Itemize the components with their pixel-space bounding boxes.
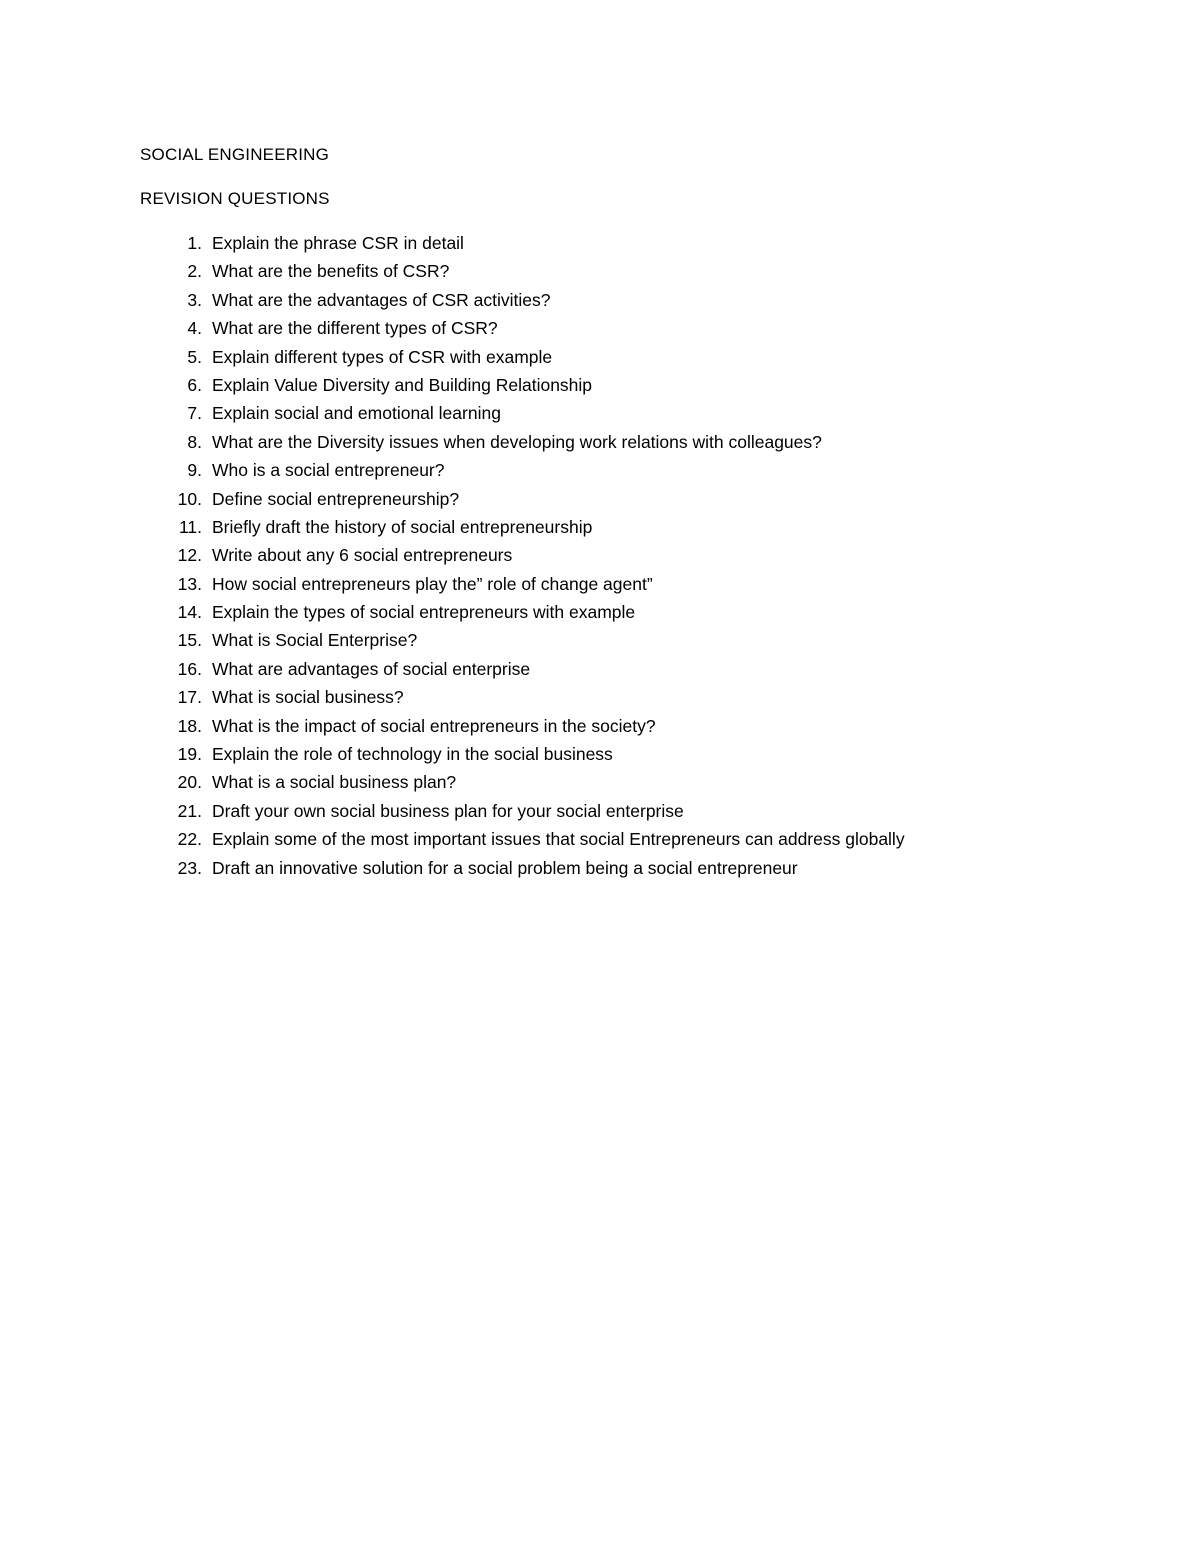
question-text: What are the different types of CSR? [212,318,498,339]
question-number: 10. [177,488,202,509]
question-item [140,685,1140,713]
question-number: 7. [187,403,202,424]
question-item [140,458,1140,486]
question-item [140,515,1140,543]
question-text: What is Social Enterprise? [212,630,418,651]
document-subtitle: REVISION QUESTIONS [140,189,330,208]
question-item [140,572,1140,600]
question-number: 8. [187,431,202,452]
question-text: Explain social and emotional learning [212,403,501,424]
question-number: 1. [187,233,202,253]
question-number: 13. [177,573,202,594]
question-text: What is the impact of social entrepreneurs in the society? [212,715,656,736]
question-number: 4. [187,318,202,339]
question-text: Draft an innovative solution for a social problem being a social entrepreneur [212,857,798,878]
question-text: Explain some of the most important issues that social Entrepreneurs can address globally [212,829,905,850]
question-number: 17. [177,687,202,708]
question-item [140,345,1140,373]
question-number: 3. [187,289,202,310]
question-text: Explain the role of technology in the social business [212,744,613,765]
question-item [140,770,1140,798]
question-text: What are the Diversity issues when developing work relations with colleagues? [212,431,822,452]
question-number: 22. [177,829,202,850]
question-number: 14. [177,602,202,623]
question-number: 21. [177,800,202,821]
question-text: Write about any 6 social entrepreneurs [212,545,513,566]
question-item [140,742,1140,770]
question-item [140,487,1140,515]
question-number: 15. [177,630,202,651]
question-item [140,373,1140,401]
question-text: Explain the phrase CSR in detail [212,233,464,253]
question-item [140,316,1140,344]
question-text: Explain different types of CSR with example [212,346,553,367]
question-text: What are the advantages of CSR activities? [212,289,551,310]
question-text: What is social business? [212,687,404,708]
question-item [140,401,1140,429]
document-title: SOCIAL ENGINEERING [140,145,330,164]
question-text: How social entrepreneurs play the” role of change agent” [212,573,653,594]
question-text: Explain Value Diversity and Building Relationship [212,374,593,395]
question-text: What are the benefits of CSR? [212,261,450,282]
question-item [140,827,1140,855]
question-item [140,856,1140,884]
question-number: 19. [177,744,202,765]
question-item [140,600,1140,628]
question-number: 5. [187,346,202,367]
question-number: 2. [187,261,202,282]
question-text: What are advantages of social enterprise [212,658,531,679]
question-text: Briefly draft the history of social entrepreneurship [212,516,593,537]
question-number: 20. [177,772,202,793]
question-text: Who is a social entrepreneur? [212,460,445,481]
question-number: 6. [187,374,202,395]
question-item [140,543,1140,571]
question-text: Draft your own social business plan for your social enterprise [212,800,684,821]
question-item [140,288,1140,316]
question-number: 9. [187,460,202,481]
question-text: Define social entrepreneurship? [212,488,460,509]
question-item [140,657,1140,685]
question-text: What is a social business plan? [212,772,457,793]
question-item [140,714,1140,742]
question-item [140,231,1140,259]
question-number: 11. [178,516,202,537]
question-number: 18. [177,715,202,736]
question-text: Explain the types of social entrepreneurs with example [212,602,636,623]
question-number: 16. [177,658,202,679]
question-item [140,628,1140,656]
question-list [140,231,1140,884]
question-number: 12. [177,545,202,566]
question-item [140,259,1140,287]
question-item [140,430,1140,458]
question-item [140,799,1140,827]
question-number: 23. [177,857,202,878]
